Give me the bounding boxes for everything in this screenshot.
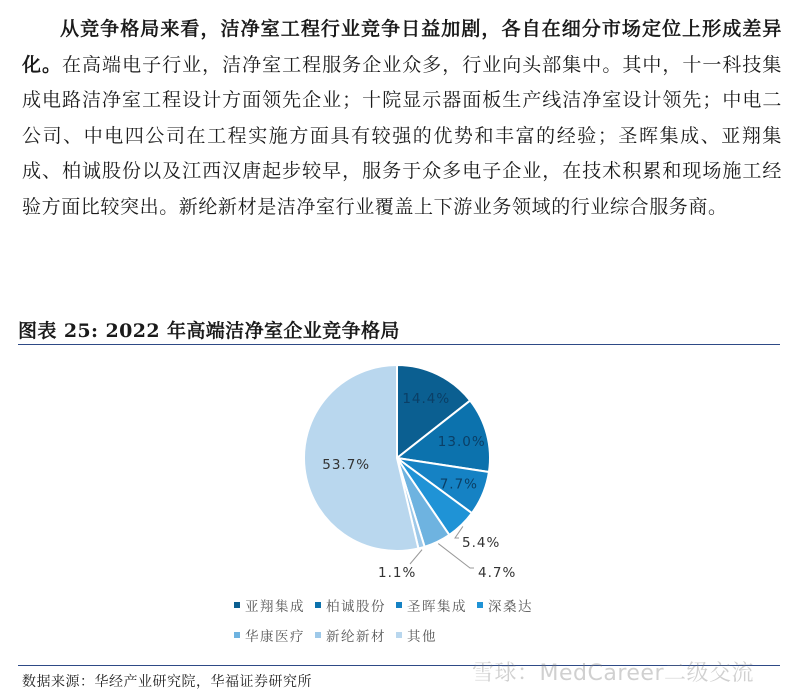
- legend-item: [396, 595, 467, 615]
- legend-row: [234, 620, 594, 650]
- slice-label: 1.1%: [378, 565, 417, 581]
- slice-label: 13.0%: [437, 433, 486, 450]
- legend-label: 深桑达: [488, 599, 533, 615]
- slice-label: 14.4%: [402, 390, 451, 407]
- slice-label: 4.7%: [478, 565, 517, 581]
- legend-swatch: [396, 632, 402, 638]
- legend-swatch: [396, 602, 402, 608]
- legend-swatch: [234, 602, 240, 608]
- legend-label: 新纶新材: [326, 629, 386, 645]
- legend-label: 柏诚股份: [326, 599, 386, 615]
- data-source: 数据来源：华经产业研究院，华福证券研究所: [22, 674, 312, 690]
- legend-item: [234, 595, 305, 615]
- legend-item: [315, 625, 386, 645]
- legend-swatch: [315, 632, 321, 638]
- intro-body: 在高端电子行业，洁净室工程服务企业众多，行业向头部集中。其中，十一科技集成电路洁净室工程设计方面领先企业；十院显示器面板生产线洁净室设计领先；中电二公司、中电四公司在工程实施方面具有较强的优势和丰富的经验；圣晖集成、亚翔集成、柏诚股份以及江西汉唐起步较早，服务于众多电子企业，在技术积累和现场施工经验方面比较突出。新纶新材是洁净室行业覆盖上下游业务领域的行业综合服务商。: [22, 53, 782, 218]
- legend-item: [234, 625, 305, 645]
- slice-label: 53.7%: [322, 456, 371, 473]
- legend-swatch: [477, 602, 483, 608]
- slice-label: 7.7%: [439, 476, 479, 493]
- legend-label: 华康医疗: [245, 629, 305, 645]
- figure-title: 图表 25: 2022 年高端洁净室企业竞争格局: [18, 320, 400, 342]
- intro-lead: 从竞争格局来看，洁净室工程行业竞争日益加剧，各自在细分市场定位上形成差异化。: [22, 18, 782, 76]
- legend-item: [396, 625, 437, 645]
- intro-paragraph: [22, 12, 782, 225]
- legend-row: [234, 590, 594, 620]
- leader-line: [410, 550, 422, 564]
- legend-swatch: [315, 602, 321, 608]
- pie-chart: [0, 346, 800, 586]
- chart-legend: [234, 590, 594, 650]
- legend-swatch: [234, 632, 240, 638]
- legend-label: 亚翔集成: [245, 599, 305, 615]
- legend-item: [477, 595, 533, 615]
- slice-label: 5.4%: [462, 535, 501, 551]
- legend-label: 圣晖集成: [407, 599, 467, 615]
- watermark: 雪球：MedCareer二级交流: [472, 661, 755, 686]
- legend-label: 其他: [407, 629, 437, 645]
- legend-item: [315, 595, 386, 615]
- figure-title-rule: [18, 344, 780, 345]
